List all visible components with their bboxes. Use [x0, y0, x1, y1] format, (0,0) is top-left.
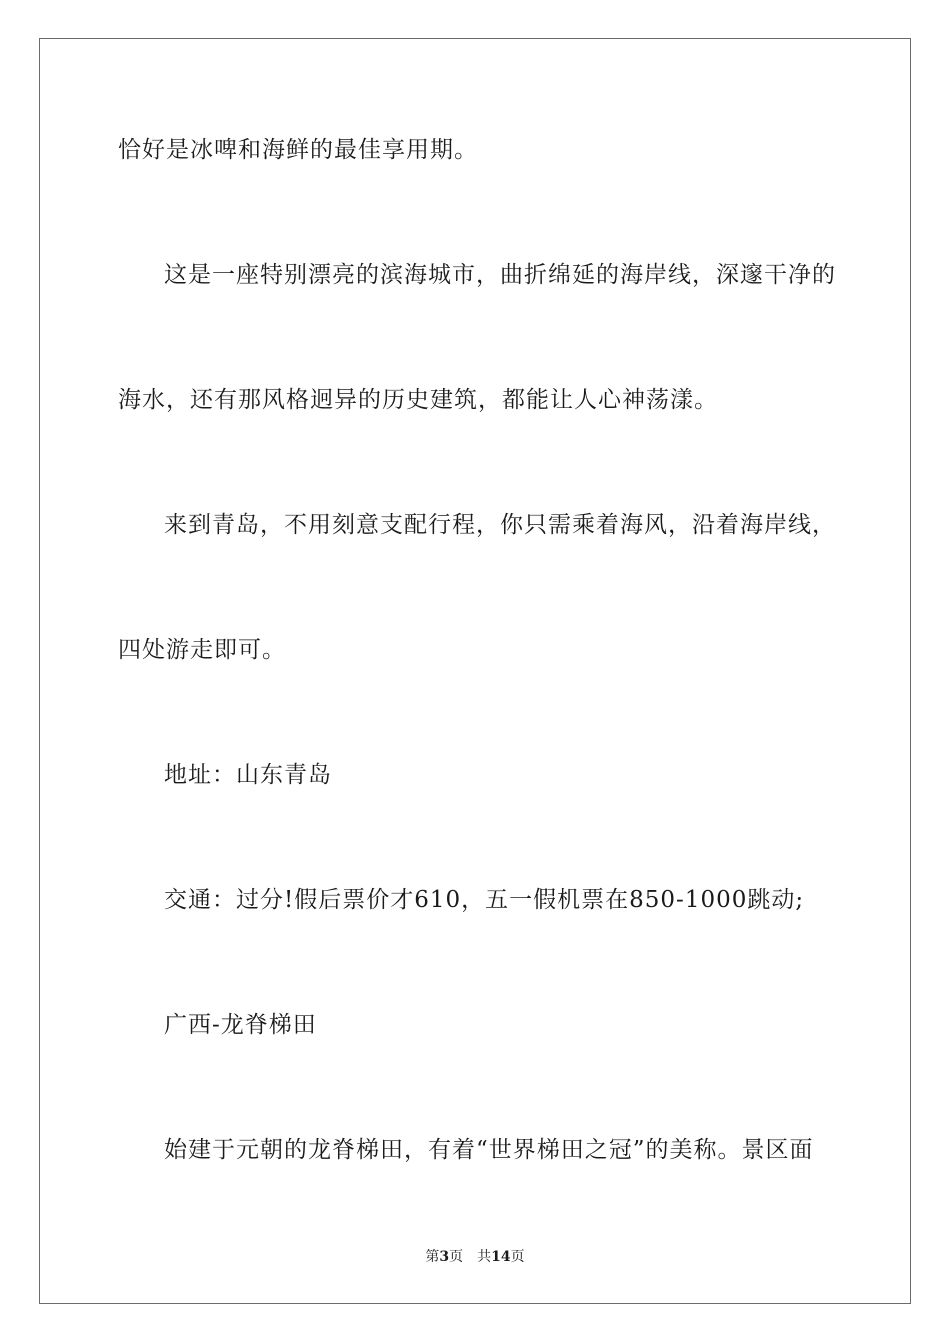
text-line-1: 恰好是冰啤和海鲜的最佳享用期。	[118, 137, 478, 163]
current-page-number: 3	[439, 1249, 450, 1265]
page-unit: 页	[449, 1249, 464, 1265]
total-prefix: 共	[477, 1249, 492, 1265]
text-line-4: 来到青岛，不用刻意支配行程，你只需乘着海风，沿着海岸线，	[164, 512, 836, 538]
page-prefix: 第	[425, 1249, 440, 1265]
text-line-5: 四处游走即可。	[118, 637, 286, 663]
page-footer	[0, 1248, 950, 1266]
text-line-2: 这是一座特别漂亮的滨海城市，曲折绵延的海岸线，深邃干净的	[164, 262, 836, 288]
text-line-3: 海水，还有那风格迥异的历史建筑，都能让人心神荡漾。	[118, 387, 718, 413]
transport-line: 交通：过分!假后票价才610，五一假机票在850-1000跳动;	[164, 887, 805, 913]
page-border	[39, 38, 911, 1304]
total-unit: 页	[510, 1249, 525, 1265]
text-line-9: 始建于元朝的龙脊梯田，有着“世界梯田之冠”的美称。景区面	[164, 1137, 814, 1163]
total-pages-number: 14	[491, 1249, 511, 1265]
section-heading-longji: 广西-龙脊梯田	[164, 1012, 317, 1038]
address-line: 地址：山东青岛	[164, 762, 332, 788]
